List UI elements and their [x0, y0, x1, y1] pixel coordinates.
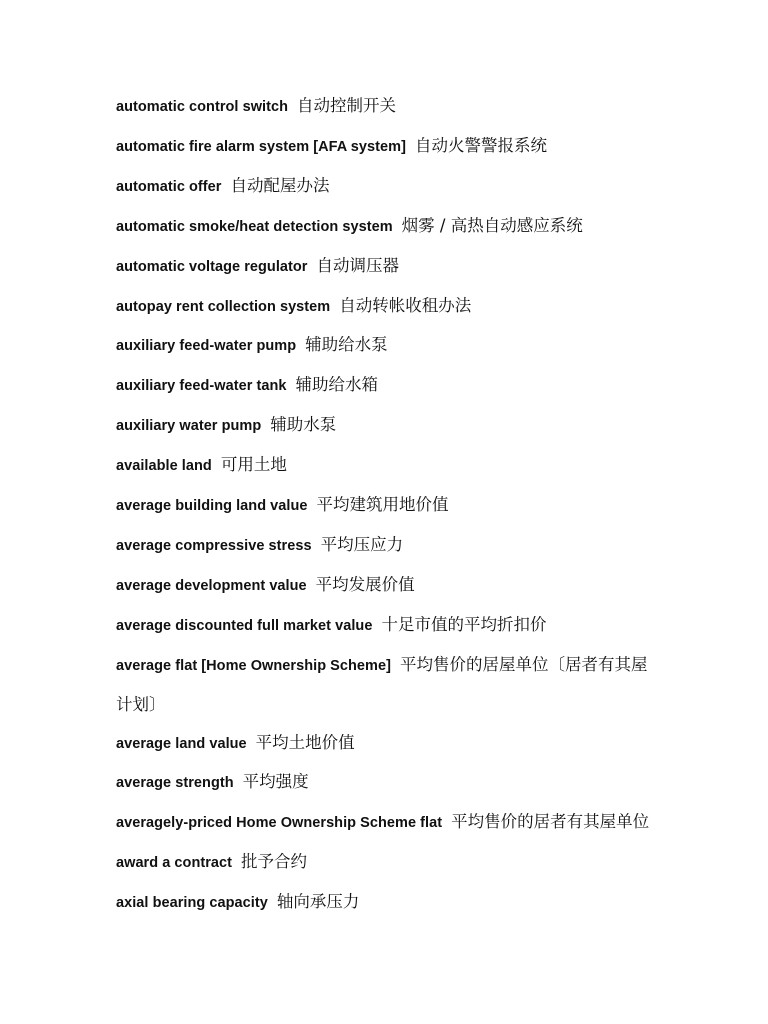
glossary-entry: [116, 326, 661, 366]
entry-term: average building land value: [116, 498, 308, 515]
glossary-entry: [116, 724, 661, 764]
entry-translation: 轴向承压力: [276, 892, 360, 912]
glossary-entry: [116, 87, 661, 127]
entry-term: auxiliary feed-water tank: [116, 378, 287, 395]
entry-translation: 辅助给水箱: [295, 375, 378, 395]
entry-term: automatic smoke/heat detection system: [116, 218, 393, 235]
entry-term: averagely-priced Home Ownership Scheme flat: [116, 815, 443, 832]
glossary-entry: [116, 167, 661, 207]
entry-term: average discounted full market value: [116, 617, 373, 634]
glossary-entry: [116, 406, 661, 446]
entry-translation: 辅助水泵: [270, 415, 337, 435]
entry-translation: 平均售价的居屋单位〔居者有其屋计划〕: [116, 654, 648, 714]
entry-term: average flat [Home Ownership Scheme]: [116, 657, 391, 674]
entry-term: available land: [116, 458, 212, 475]
entry-term: average compressive stress: [116, 537, 312, 554]
entry-translation: 自动火警警报系统: [414, 135, 547, 155]
entry-term: auxiliary feed-water pump: [116, 338, 297, 355]
glossary-entry: [116, 446, 661, 486]
glossary-entry: [116, 287, 661, 327]
entry-term: automatic voltage regulator: [116, 258, 308, 275]
entry-term: average strength: [116, 775, 234, 792]
entry-term: automatic control switch: [116, 99, 288, 115]
glossary-entry: [116, 566, 661, 606]
glossary-entry: [116, 646, 661, 724]
glossary-entry: [116, 207, 661, 247]
entry-translation: 平均强度: [242, 772, 309, 792]
entry-translation: 自动配屋办法: [230, 175, 330, 195]
glossary-entry: [116, 486, 661, 526]
entry-term: autopay rent collection system: [116, 298, 331, 315]
entry-translation: 平均压应力: [320, 534, 404, 554]
glossary-entry: [116, 606, 661, 646]
glossary-entry: [116, 763, 661, 803]
entry-translation: 烟雾 / 高热自动感应系统: [401, 215, 583, 235]
entry-translation: 可用土地: [220, 455, 287, 475]
entry-translation: 自动转帐收租办法: [339, 295, 472, 315]
entry-term: auxiliary water pump: [116, 418, 262, 435]
entry-term: average land value: [116, 735, 247, 752]
entry-term: automatic offer: [116, 178, 222, 195]
entry-translation: 自动控制开关: [297, 96, 396, 115]
glossary-entry: [116, 803, 661, 843]
entry-term: automatic fire alarm system [AFA system]: [116, 138, 406, 155]
glossary-entry: [116, 843, 661, 883]
glossary-entry: [116, 366, 661, 406]
glossary-entry: [116, 526, 661, 566]
entry-translation: 批予合约: [241, 852, 308, 872]
glossary-entry: [116, 883, 661, 923]
entry-translation: 十足市值的平均折扣价: [381, 614, 547, 634]
entry-translation: 辅助给水泵: [305, 335, 388, 355]
entry-translation: 平均建筑用地价值: [316, 495, 449, 515]
entry-term: average development value: [116, 577, 307, 594]
entry-term: award a contract: [116, 855, 233, 872]
entry-translation: 平均发展价值: [315, 574, 415, 594]
entry-translation: 平均售价的居者有其屋单位: [451, 812, 650, 832]
entry-translation: 自动调压器: [316, 255, 399, 275]
glossary-entry: [116, 127, 661, 167]
glossary-entry: [116, 247, 661, 287]
entry-translation: 平均土地价值: [255, 732, 355, 752]
glossary-page: [116, 87, 661, 923]
entry-term: axial bearing capacity: [116, 895, 268, 912]
